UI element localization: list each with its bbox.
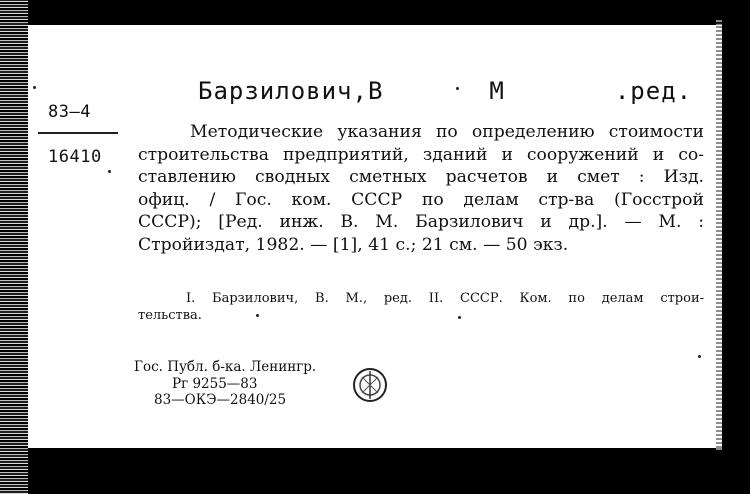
- call-number-divider: [38, 132, 118, 134]
- heading-role: .ред.: [614, 77, 693, 105]
- heading-initial: М: [489, 77, 505, 105]
- entry-line: офиц. / Гос. ком. СССР по делам стр-ва (Госстрой: [138, 189, 704, 210]
- tracing-line: I. Барзилович, В. М., ред. II. СССР. Ком. по делам строи-: [186, 291, 704, 306]
- tracing-line: тельства.: [138, 308, 202, 323]
- scan-speck: [108, 170, 111, 173]
- entry-line: Стройиздат, 1982. — [1], 41 с.; 21 см. — 50 экз.: [138, 234, 569, 255]
- entry-line: ставлению сводных сметных расчетов и смет : Изд.: [138, 167, 704, 187]
- library-stamp-icon: [350, 365, 390, 405]
- tracings: [138, 290, 704, 324]
- bibliographic-entry: [138, 121, 704, 256]
- scan-edge-right: [716, 20, 722, 450]
- holdings-line: Гос. Публ. б-ка. Ленингр.: [134, 359, 317, 375]
- scan-speck: [256, 314, 259, 317]
- holdings-line: Рг 9255—83: [172, 375, 258, 392]
- heading-author: Барзилович,В: [198, 77, 384, 105]
- author-heading: [198, 77, 692, 105]
- scan-speck: [33, 86, 36, 89]
- holdings-note: [134, 359, 316, 409]
- scan-speck: [456, 87, 459, 90]
- scan-edge-left: [0, 0, 28, 494]
- scan-speck: [698, 355, 701, 358]
- entry-line: СССР); [Ред. инж. В. М. Барзилович и др.]. — М. :: [138, 212, 704, 232]
- call-number-bottom: 16410: [48, 147, 102, 167]
- scan-speck: [458, 316, 461, 319]
- entry-line: строительства предприятий, зданий и сооружений и со-: [138, 144, 704, 165]
- catalog-card: [28, 25, 722, 448]
- holdings-line: 83—ОКЭ—2840/25: [154, 392, 287, 408]
- call-number-top: 83—4: [48, 102, 91, 122]
- entry-line: Методические указания по определению стоимости: [190, 122, 704, 142]
